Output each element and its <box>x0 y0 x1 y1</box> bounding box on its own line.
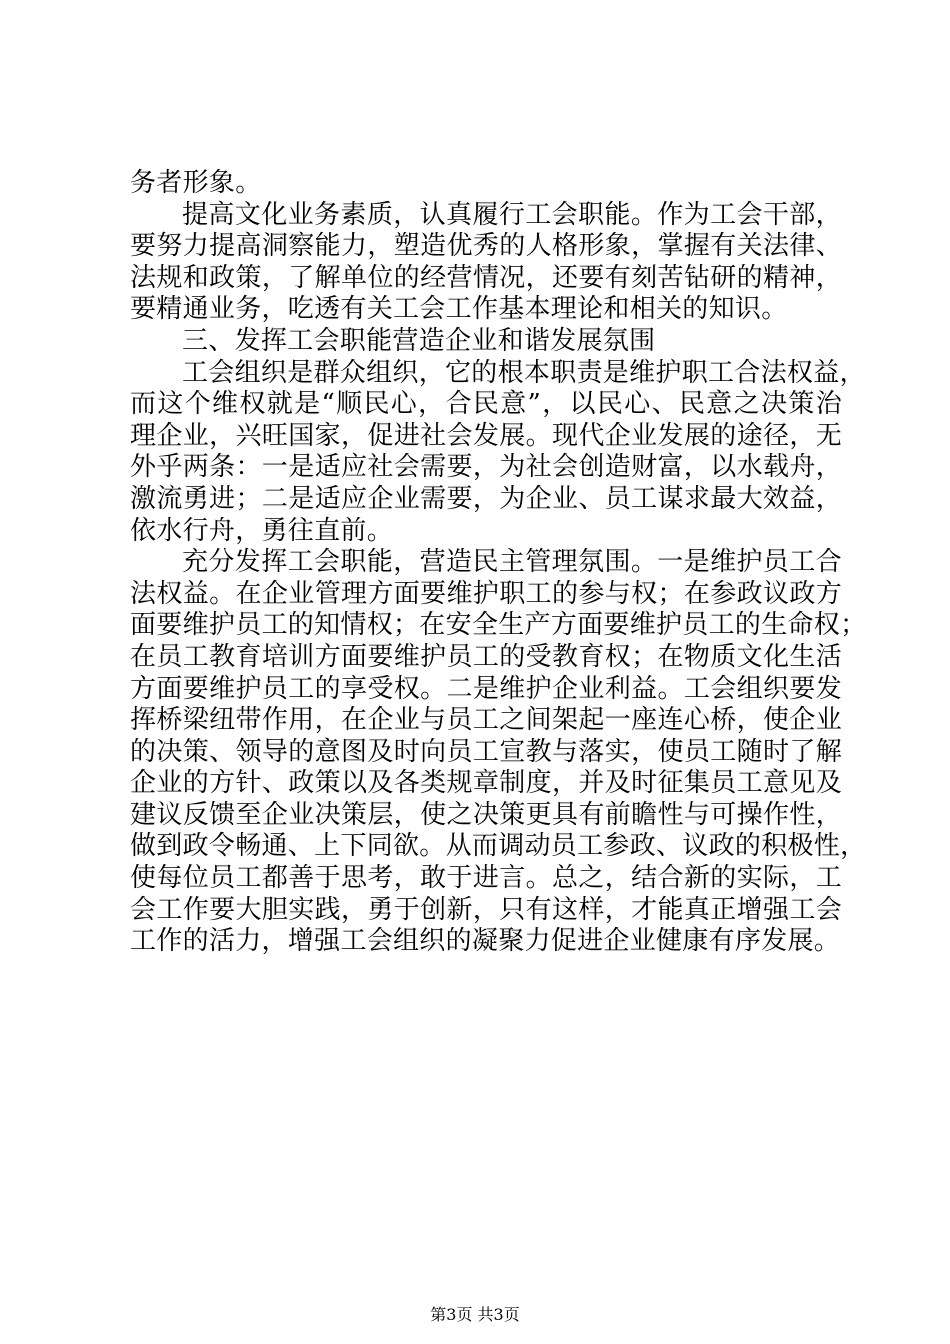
text-line: 激流勇进；二是适应企业需要，为企业、员工谋求最大效益， <box>130 483 842 514</box>
section-heading: 三、发挥工会职能营造企业和谐发展氛围 <box>182 325 656 356</box>
text-line: 务者形象。 <box>130 168 262 198</box>
text-line: 做到政令畅通、上下同欲。从而调动员工参政、议政的积极性， <box>130 831 867 862</box>
text-line: 法权益。在企业管理方面要维护职工的参与权；在参政议政方 <box>130 578 842 609</box>
text-line: 理企业，兴旺国家，促进社会发展。现代企业发展的途径，无 <box>130 420 842 451</box>
text-line: 法规和政策，了解单位的经营情况，还要有刻苦钻研的精神， <box>130 262 842 293</box>
text-line: 提高文化业务素质，认真履行工会职能。作为工会干部， <box>182 199 842 230</box>
text-line: 外乎两条：一是适应社会需要，为社会创造财富，以水载舟， <box>130 452 842 483</box>
text-line: 的决策、领导的意图及时向员工宣教与落实，使员工随时了解 <box>130 736 842 767</box>
text-line: 使每位员工都善于思考，敢于进言。总之，结合新的实际，工 <box>130 863 842 894</box>
text-line: 面要维护员工的知情权；在安全生产方面要维护员工的生命权； <box>130 610 867 641</box>
text-line: 工作的活力，增强工会组织的凝聚力促进企业健康有序发展。 <box>130 926 841 957</box>
text-line: 挥桥梁纽带作用，在企业与员工之间架起一座连心桥，使企业 <box>130 705 842 736</box>
page-footer: 第3页 共3页 <box>430 1305 520 1324</box>
text-line: 而这个维权就是“顺民心，合民意”，以民心、民意之决策治 <box>130 389 842 420</box>
text-line: 会工作要大胆实践，勇于创新，只有这样，才能真正增强工会 <box>130 894 842 925</box>
text-line: 要精通业务，吃透有关工会工作基本理论和相关的知识。 <box>130 294 788 325</box>
text-line: 工会组织是群众组织，它的根本职责是维护职工合法权益， <box>182 357 866 388</box>
text-line: 依水行舟，勇往直前。 <box>130 515 394 546</box>
text-line: 企业的方针、政策以及各类规章制度，并及时征集员工意见及 <box>130 768 842 799</box>
text-line: 要努力提高洞察能力，塑造优秀的人格形象，掌握有关法律、 <box>130 231 842 262</box>
text-line: 方面要维护员工的享受权。二是维护企业利益。工会组织要发 <box>130 673 842 704</box>
document-body <box>130 168 867 958</box>
text-line: 充分发挥工会职能，营造民主管理氛围。一是维护员工合 <box>182 547 842 578</box>
text-line: 在员工教育培训方面要维护员工的受教育权；在物质文化生活 <box>130 641 842 672</box>
text-line: 建议反馈至企业决策层，使之决策更具有前瞻性与可操作性， <box>130 799 842 830</box>
